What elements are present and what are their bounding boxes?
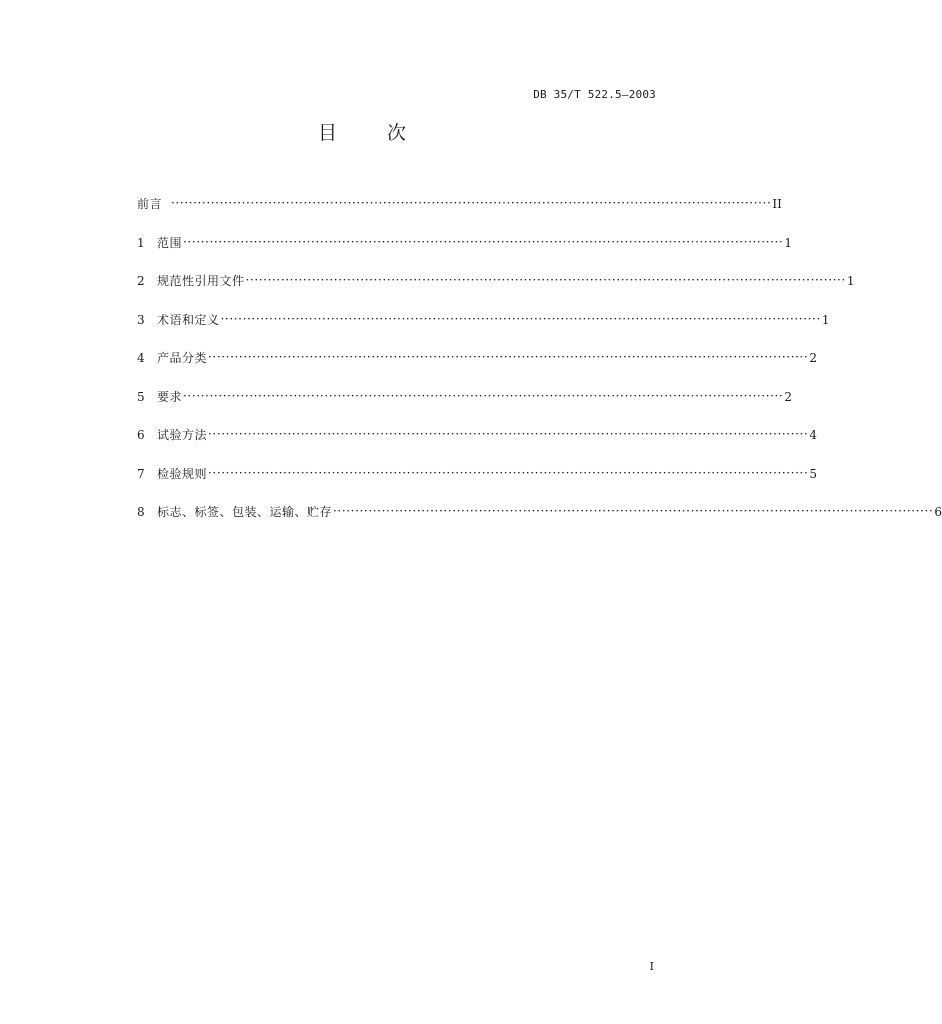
toc-entry-number: 4 xyxy=(137,351,145,365)
toc-entry-number: 1 xyxy=(137,235,145,250)
toc-leader-dots: ········································································································································ xyxy=(208,350,809,364)
toc-entry-page: 6 xyxy=(934,505,942,519)
toc-entry-number: 2 xyxy=(137,274,145,288)
page-title: 目 次 xyxy=(317,122,429,144)
toc-entry-page: 5 xyxy=(809,466,818,481)
toc-entry-page: 4 xyxy=(809,428,818,442)
toc-entry-page: 2 xyxy=(809,351,818,365)
toc-entry-2[interactable] xyxy=(137,273,855,312)
toc-entry-7[interactable] xyxy=(137,465,818,505)
page-number: I xyxy=(649,960,654,973)
toc-entry-label: 产品分类 xyxy=(157,351,208,365)
toc-entry-label: 规范性引用文件 xyxy=(157,274,245,288)
toc-entry-number: 3 xyxy=(137,312,145,327)
toc-leader-dots: ········································································································································ xyxy=(245,273,846,287)
toc-entry-label: 试验方法 xyxy=(157,428,208,442)
toc-entry-page: 1 xyxy=(784,235,793,250)
toc-entry-label: 标志、标签、包装、运输、贮存 xyxy=(157,505,333,519)
toc-entry-5[interactable] xyxy=(137,388,793,428)
toc-entry-page: II xyxy=(772,197,782,211)
toc-entry-number: 5 xyxy=(137,389,145,404)
table-of-contents xyxy=(137,196,942,543)
document-code: DB 35/T 522.5—2003 xyxy=(533,88,656,101)
toc-entry-label: 检验规则 xyxy=(157,466,208,481)
toc-entry-page: 2 xyxy=(784,389,793,404)
toc-leader-dots: ········································································································································ xyxy=(183,388,784,403)
toc-entry-label: 术语和定义 xyxy=(157,312,220,327)
toc-leader-dots: ········································································································································ xyxy=(220,311,821,326)
toc-entry-number: 6 xyxy=(137,428,145,442)
toc-leader-dots: ········································································································································ xyxy=(333,504,934,518)
toc-entry-foreword[interactable] xyxy=(137,196,782,235)
toc-entry-page: 1 xyxy=(846,274,855,288)
toc-entry-6[interactable] xyxy=(137,427,818,466)
toc-leader-dots: ········································································································································ xyxy=(208,465,809,480)
toc-entry-label: 范围 xyxy=(157,235,183,250)
toc-entry-page: 1 xyxy=(821,312,830,327)
toc-entry-3[interactable] xyxy=(137,311,830,351)
toc-entry-label: 要求 xyxy=(157,389,183,404)
toc-entry-number: 8 xyxy=(137,505,145,519)
toc-entry-8[interactable] xyxy=(137,504,942,543)
toc-entry-4[interactable] xyxy=(137,350,818,389)
toc-entry-1[interactable] xyxy=(137,234,793,274)
toc-entry-label: 前言 xyxy=(137,197,163,211)
toc-leader-dots: ········································································································································ xyxy=(183,234,784,249)
toc-leader-dots: ········································································································································ xyxy=(208,427,809,441)
toc-leader-dots: ········································································································································ xyxy=(171,196,772,210)
toc-entry-number: 7 xyxy=(137,466,145,481)
